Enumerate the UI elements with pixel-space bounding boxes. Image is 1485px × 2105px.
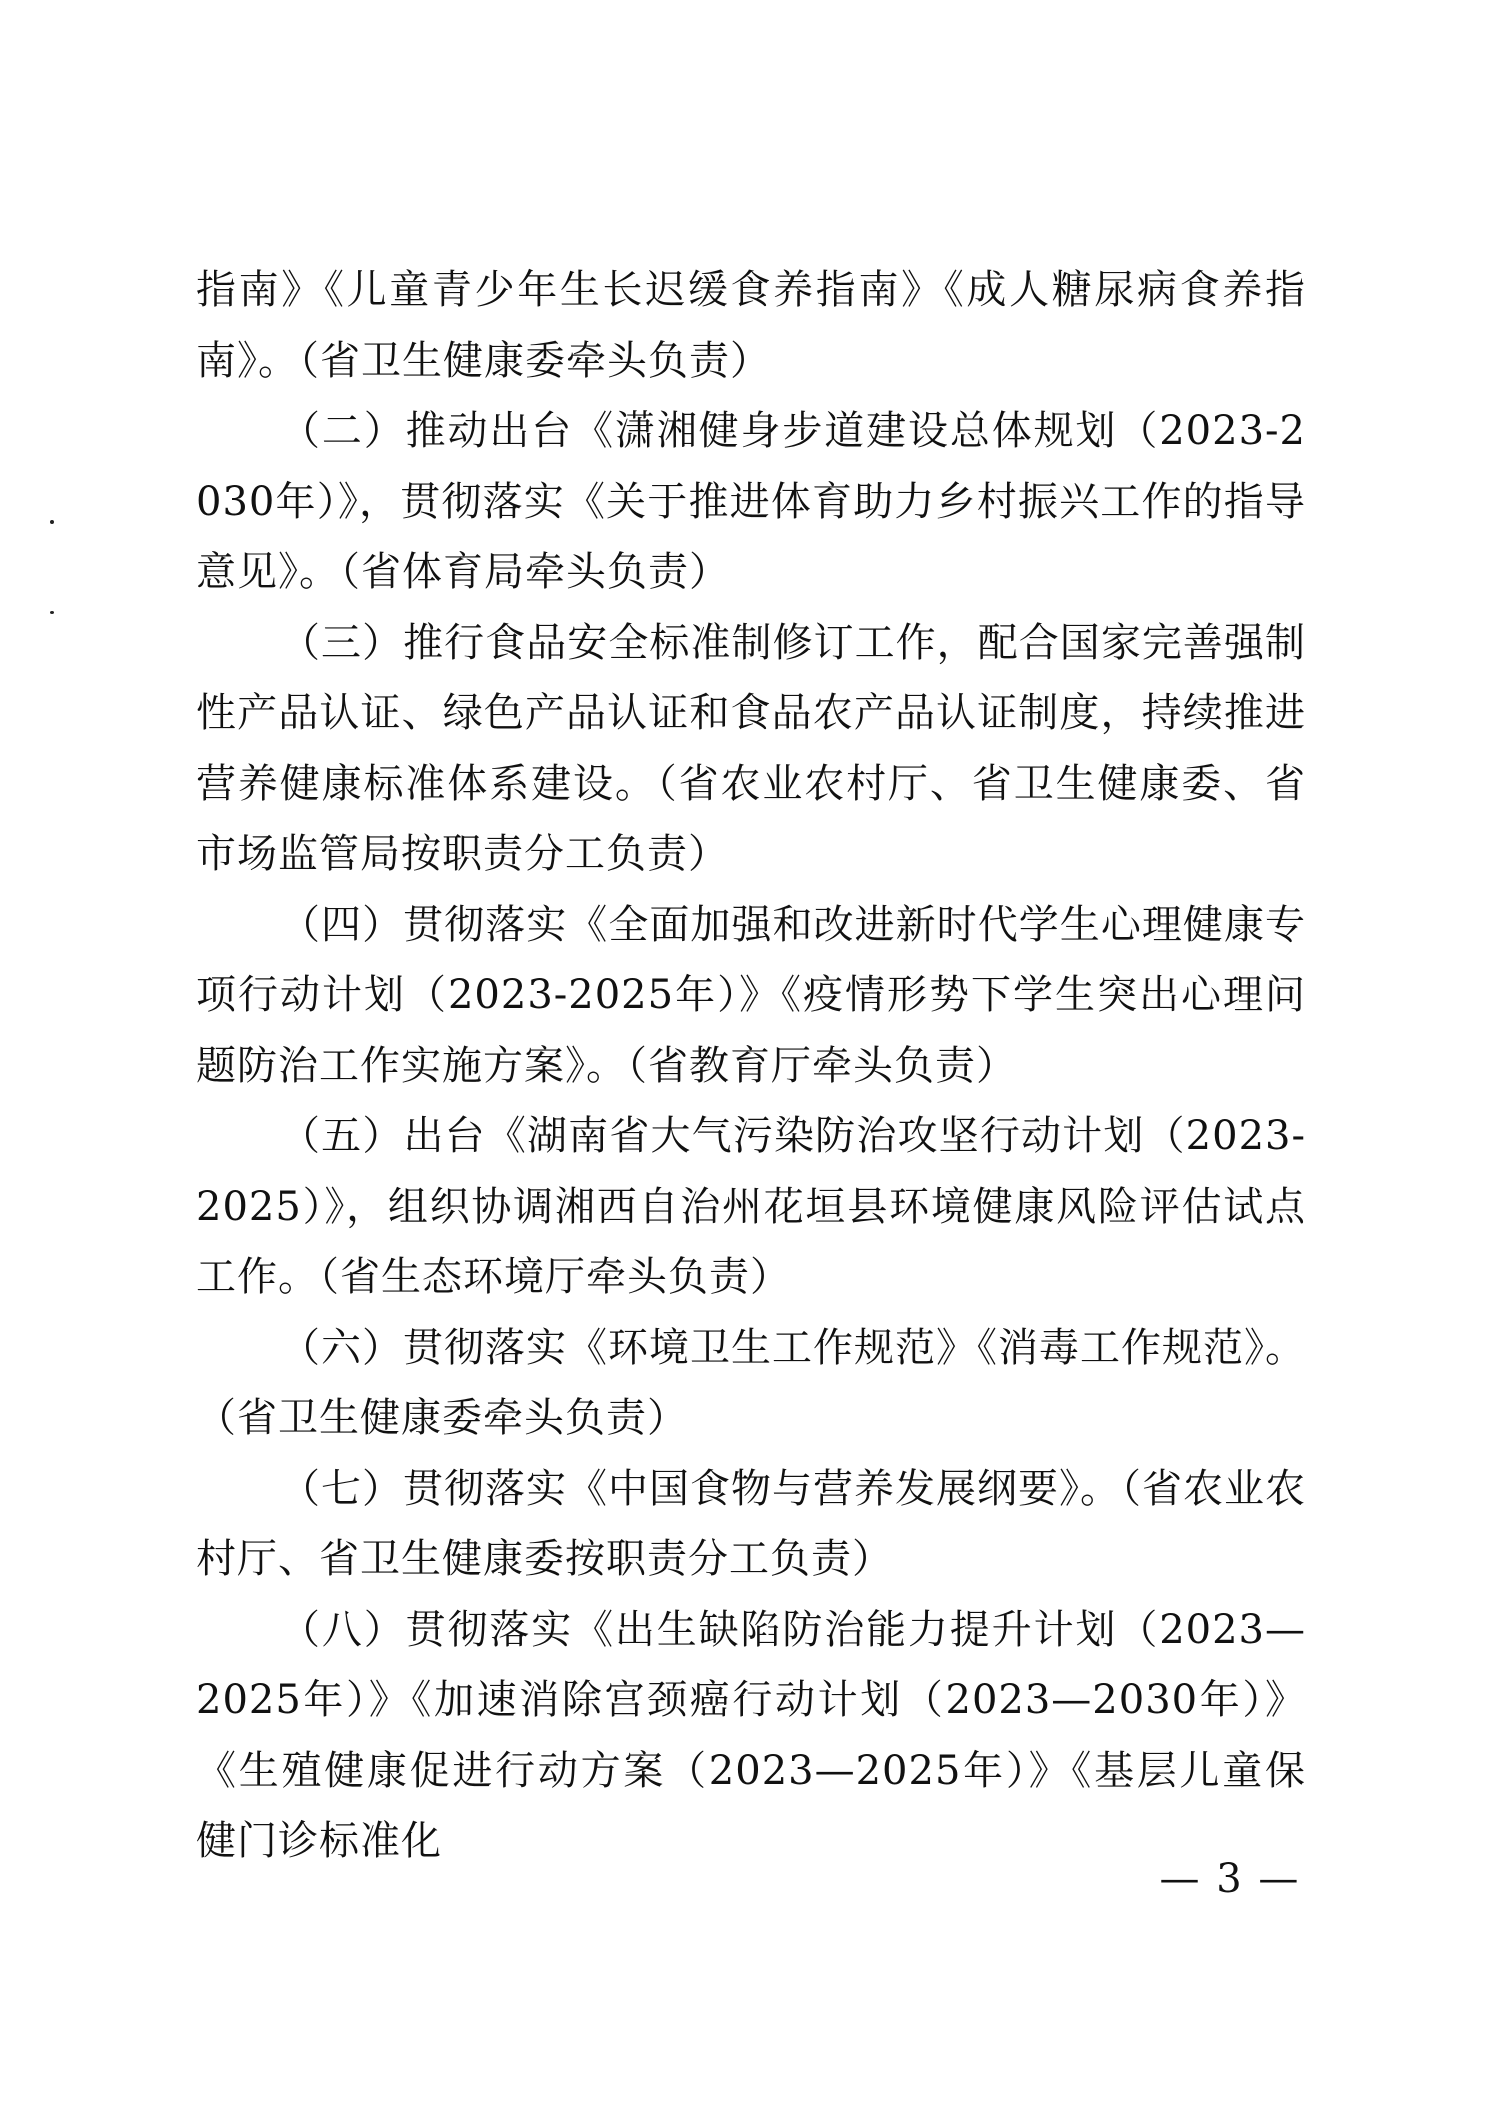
paragraph: （三）推行食品安全标准制修订工作，配合国家完善强制性产品认证、绿色产品认证和食品农产品认证制度，持续推进营养健康标准体系建设。（省农业农村厅、省卫生健康委、省市场监管局按职责分工负责） — [196, 619, 1306, 877]
page-number: — 3 — — [1159, 1856, 1301, 1902]
scan-speck — [50, 520, 54, 524]
paragraph: （五）出台《湖南省大气污染防治攻坚行动计划（2023-2025）》，组织协调湘西自治州花垣县环境健康风险评估试点工作。（省生态环境厅牵头负责） — [196, 1113, 1306, 1300]
body-text — [196, 255, 1306, 1877]
paragraph: （六）贯彻落实《环境卫生工作规范》《消毒工作规范》。（省卫生健康委牵头负责） — [196, 1324, 1306, 1441]
paragraph: （七）贯彻落实《中国食物与营养发展纲要》。（省农业农村厅、省卫生健康委按职责分工负责） — [196, 1465, 1306, 1582]
paragraph: （二）推动出台《潇湘健身步道建设总体规划（2023-2030年）》，贯彻落实《关于推进体育助力乡村振兴工作的指导意见》。（省体育局牵头负责） — [196, 408, 1306, 595]
paragraph: （八）贯彻落实《出生缺陷防治能力提升计划（2023—2025年）》《加速消除宫颈癌行动计划（2023—2030年）》《生殖健康促进行动方案（2023—2025年）》《基层儿童保健门诊标准化 — [196, 1606, 1306, 1864]
paragraph: （四）贯彻落实《全面加强和改进新时代学生心理健康专项行动计划（2023-2025年）》《疫情形势下学生突出心理问题防治工作实施方案》。（省教育厅牵头负责） — [196, 901, 1306, 1089]
paragraph: 指南》《儿童青少年生长迟缓食养指南》《成人糖尿病食养指南》。（省卫生健康委牵头负责） — [196, 267, 1306, 384]
scan-speck — [50, 611, 54, 614]
